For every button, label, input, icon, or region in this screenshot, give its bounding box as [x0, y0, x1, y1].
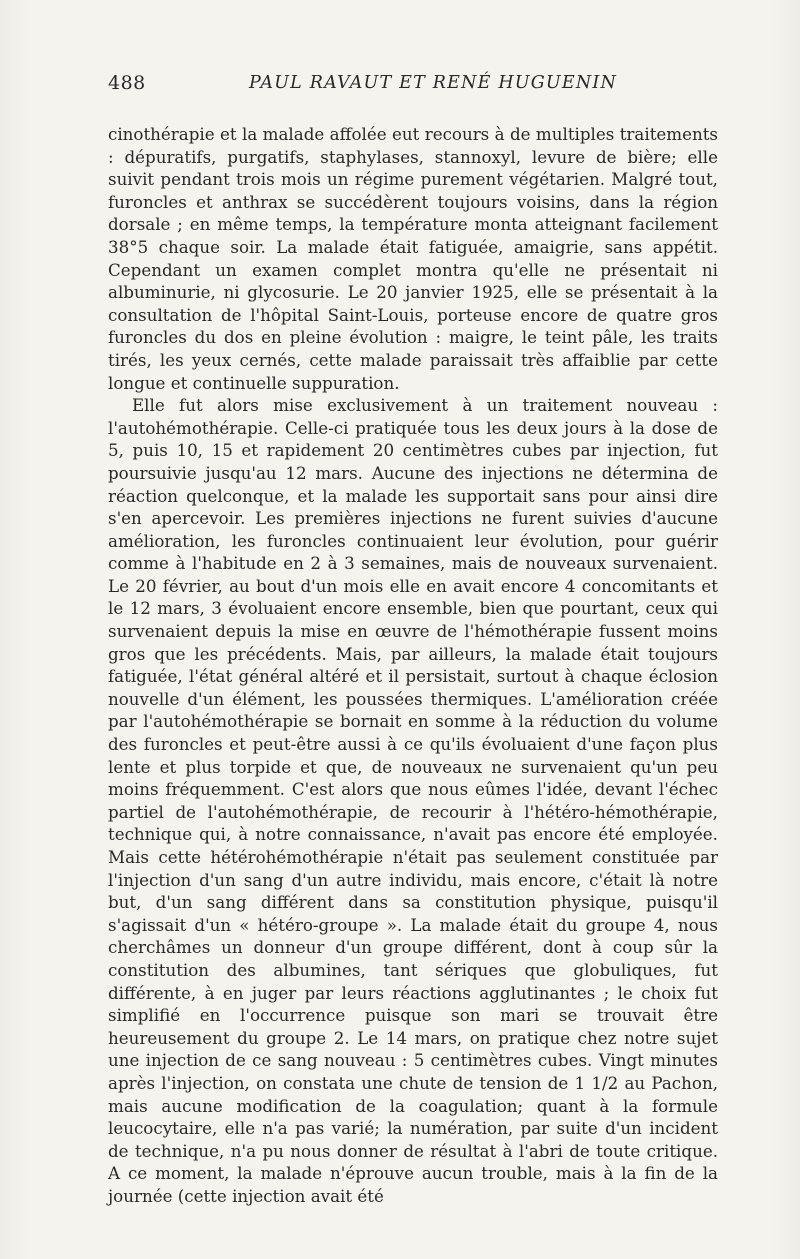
body-text	[108, 123, 718, 1208]
running-head	[108, 72, 718, 96]
paragraph: cinothérapie et la malade affolée eut recours à de multiples traitements : dépuratifs, purgatifs, staphylases, stannoxyl, levure de bière; elle suivit pendant trois mois un régime purement végétarien. Malgré tout, furoncles et anthrax se succédèrent toujours voisins, dans la région dorsale ; en même temps, la température monta atteignant facilement 38°5 chaque soir. La malade était fatiguée, amaigrie, sans appétit. Cependant un examen complet montra qu'elle ne présentait ni albuminurie, ni glycosurie. Le 20 janvier 1925, elle se présentait à la consultation de l'hôpital Saint-Louis, porteuse encore de quatre gros furoncles du dos en pleine évolution : maigre, le teint pâle, les traits tirés, les yeux cernés, cette malade paraissait très affaiblie par cette longue et continuelle suppuration.	[108, 124, 718, 393]
running-title: PAUL RAVAUT ET RENÉ HUGUENIN	[248, 73, 617, 93]
paragraph: Elle fut alors mise exclusivement à un traitement nouveau : l'autohémothérapie. Celle-ci pratiquée tous les deux jours à la dose de 5, puis 10, 15 et rapidement 20 centimètres cubes par injection, fut poursuivie jusqu'au 12 mars. Aucune des injections ne détermina de réaction quelconque, et la malade les supportait sans pour ainsi dire s'en apercevoir. Les premières injections ne furent suivies d'aucune amélioration, les furoncles continuaient leur évolution, pour guérir comme à l'habitude en 2 à 3 semaines, mais de nouveaux survenaient. Le 20 février, au bout d'un mois elle en avait encore 4 concomitants et le 12 mars, 3 évoluaient encore ensemble, bien que pourtant, ceux qui survenaient depuis la mise en œuvre de l'hémothérapie fussent moins gros que les précédents. Mais, par ailleurs, la malade était toujours fatiguée, l'état général altéré et il persistait, surtout à chaque éclosion nouvelle d'un élément, les poussées thermiques. L'amélioration créée par l'autohémothérapie se bornait en somme à la réduction du volume des furoncles et peut-être aussi à ce qu'ils évoluaient d'une façon plus lente et plus torpide et que, de nouveaux ne survenaient qu'un peu moins fréquemment. C'est alors que nous eûmes l'idée, devant l'échec partiel de l'autohémothérapie, de recourir à l'hétéro-hémothérapie, technique qui, à notre connaissance, n'avait pas encore été employée. Mais cette hétérohémothérapie n'était pas seulement constituée par l'injection d'un sang d'un autre individu, mais encore, c'était là notre but, d'un sang différent dans sa constitution physique, puisqu'il s'agissait d'un « hétéro-groupe ». La malade était du groupe 4, nous cherchâmes un donneur d'un groupe différent, dont à coup sûr la constitution des albumines, tant sériques que globuliques, fut différente, à en juger par leurs réactions agglutinantes ; le choix fut simplifié en l'occurrence puisque son mari se trouvait être heureusement du groupe 2. Le 14 mars, on pratique chez notre sujet une injection de ce sang nouveau : 5 centimètres cubes. Vingt minutes après l'injection, on constata une chute de tension de 1 1/2 au Pachon, mais aucune modification de la coagulation; quant à la formule leucocytaire, elle n'a pas varié; la numération, par suite d'un incident de technique, n'a pu nous donner de résultat à l'abri de toute critique. A ce moment, la malade n'éprouve aucun trouble, mais à la fin de la journée (cette injection avait été	[108, 395, 718, 1206]
page-number: 488	[108, 72, 146, 94]
